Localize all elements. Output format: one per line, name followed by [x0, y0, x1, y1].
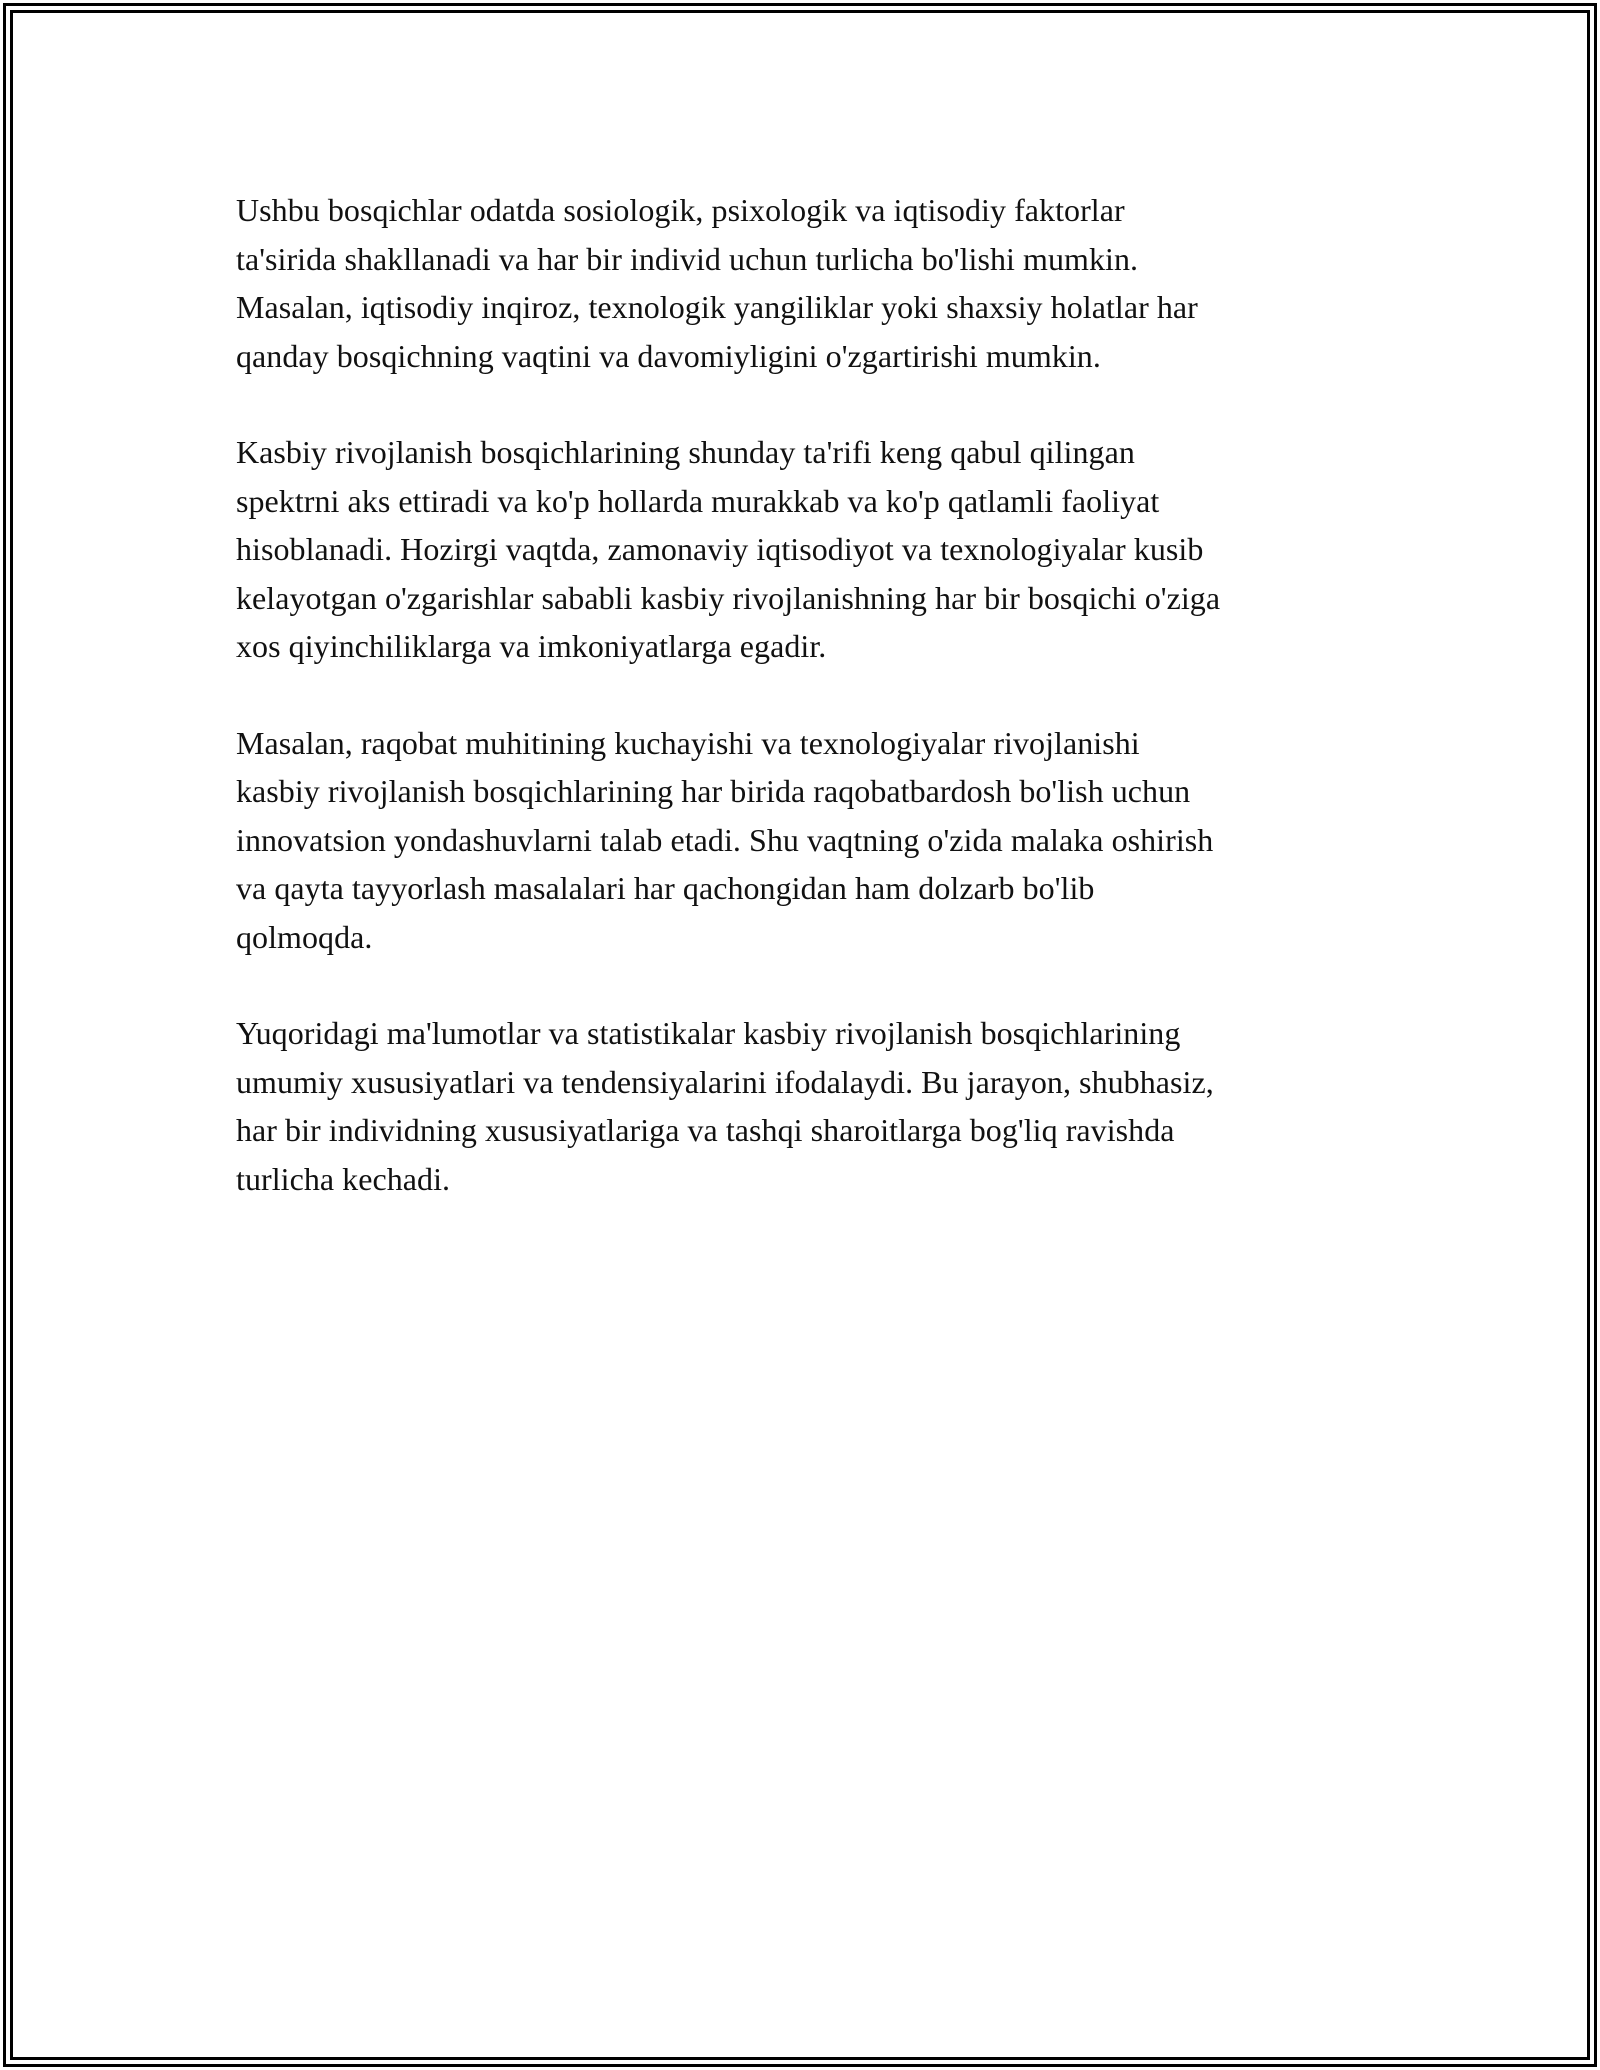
text-line: hisoblanadi. Hozirgi vaqtda, zamonaviy iqtisodiyot va texnologiyalar kusib	[236, 531, 1204, 567]
text-line: Masalan, raqobat muhitining kuchayishi va texnologiyalar rivojlanishi	[236, 724, 1140, 761]
text-line: qolmoqda.	[236, 918, 373, 955]
text-line: va qayta tayyorlash masalalari har qachongidan ham dolzarb bo'lib	[236, 870, 1095, 906]
text-line: xos qiyinchiliklarga va imkoniyatlarga egadir.	[236, 628, 827, 664]
text-line: Kasbiy rivojlanish bosqichlarining shunday ta'rifi keng qabul qilingan	[236, 434, 1135, 470]
text-line: har bir individning xususiyatlariga va tashqi sharoitlarga bog'liq ravishda	[236, 1112, 1175, 1148]
paragraph-1	[236, 186, 1376, 380]
document-body	[236, 186, 1376, 1251]
text-line: Ushbu bosqichlar odatda sosiologik, psixologik va iqtisodiy faktorlar	[236, 192, 1125, 228]
text-line: ta'sirida shakllanadi va har bir individ uchun turlicha bo'lishi mumkin.	[236, 240, 1139, 277]
text-line: turlicha kechadi.	[236, 1160, 451, 1197]
text-line: spektrni aks ettiradi va ko'p hollarda murakkab va ko'p qatlamli faoliyat	[236, 482, 1160, 519]
text-line: kasbiy rivojlanish bosqichlarining har birida raqobatbardosh bo'lish uchun	[236, 773, 1191, 809]
text-line: qanday bosqichning vaqtini va davomiyligini o'zgartirishi mumkin.	[236, 337, 1101, 374]
text-line: kelayotgan o'zgarishlar sababli kasbiy rivojlanishning har bir bosqichi o'ziga	[236, 579, 1221, 616]
paragraph-2	[236, 428, 1376, 671]
text-line: Yuqoridagi ma'lumotlar va statistikalar kasbiy rivojlanish bosqichlarining	[236, 1015, 1181, 1051]
paragraph-3	[236, 719, 1376, 962]
text-line: umumiy xususiyatlari va tendensiyalarini ifodalaydi. Bu jarayon, shubhasiz,	[236, 1063, 1214, 1100]
paragraph-4	[236, 1009, 1376, 1203]
text-line: innovatsion yondashuvlarni talab etadi. Shu vaqtning o'zida malaka oshirish	[236, 821, 1214, 858]
text-line: Masalan, iqtisodiy inqiroz, texnologik yangiliklar yoki shaxsiy holatlar har	[236, 289, 1198, 325]
